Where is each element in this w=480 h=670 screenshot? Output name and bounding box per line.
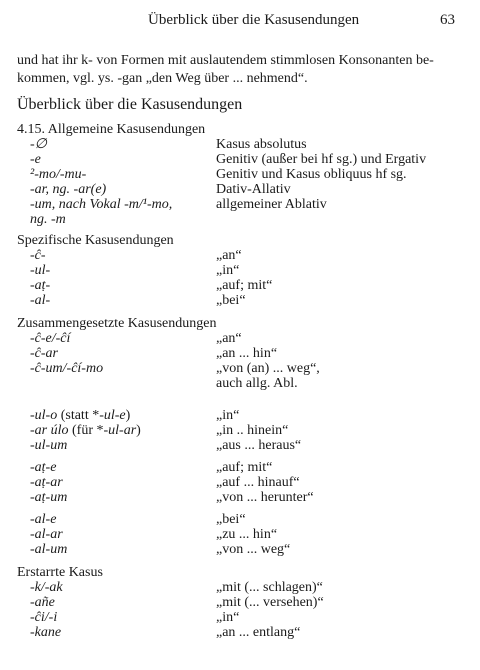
table-row bbox=[17, 476, 467, 491]
table-row bbox=[17, 439, 467, 454]
table-row bbox=[17, 611, 467, 626]
ending-meaning: „auf ... hinauf“ bbox=[216, 475, 300, 490]
ending-meaning: „bei“ bbox=[216, 293, 246, 308]
compound-group bbox=[17, 409, 467, 454]
ending-meaning: „auf; mit“ bbox=[216, 460, 273, 475]
intro-line: und hat ihr k- von Formen mit auslautendem stimmlosen Konsonanten be- bbox=[17, 53, 434, 68]
table-row bbox=[17, 424, 467, 439]
subsection-heading: Spezifische Kasusendungen bbox=[17, 233, 174, 248]
section-title: Überblick über die Kasusendungen bbox=[17, 96, 243, 113]
table-row bbox=[17, 596, 467, 611]
table-row bbox=[17, 347, 467, 362]
ending-meaning: Genitiv (außer bei hf sg.) und Ergativ bbox=[216, 152, 427, 167]
subsection-heading: Erstarrte Kasus bbox=[17, 565, 103, 580]
ending-form: -ul- bbox=[30, 263, 51, 278]
ending-form: -aṭ- bbox=[30, 278, 51, 293]
ending-meaning: „an“ bbox=[216, 331, 242, 346]
compound-endings bbox=[17, 317, 467, 392]
table-row bbox=[17, 198, 467, 213]
ending-meaning: „in .. hinein“ bbox=[216, 423, 289, 438]
table-row bbox=[17, 377, 467, 392]
ending-form: -e bbox=[30, 152, 41, 167]
table-row bbox=[17, 279, 467, 294]
table-row bbox=[17, 362, 467, 377]
ending-meaning: Genitiv und Kasus obliquus hf sg. bbox=[216, 167, 407, 182]
ending-form: -ĉi/-i bbox=[30, 610, 58, 625]
ending-form: -añe bbox=[30, 595, 55, 610]
subsection-heading: Zusammengesetzte Kasusendungen bbox=[17, 316, 217, 331]
table-row bbox=[17, 294, 467, 309]
ending-meaning: „von ... herunter“ bbox=[216, 490, 314, 505]
general-endings bbox=[17, 123, 467, 228]
ending-meaning: „in“ bbox=[216, 263, 240, 278]
table-row bbox=[17, 461, 467, 476]
ending-meaning: „an“ bbox=[216, 248, 242, 263]
table-row bbox=[17, 581, 467, 596]
ending-form: -ul-um bbox=[30, 438, 68, 453]
intro-line: kommen, vgl. ys. -gan „den Weg über ... nehmend“. bbox=[17, 71, 308, 86]
ending-form: -ar, ng. -ar(e) bbox=[30, 182, 107, 197]
table-row bbox=[17, 528, 467, 543]
ending-form: -al-e bbox=[30, 512, 57, 527]
ending-meaning: „von (an) ... weg“, bbox=[216, 361, 320, 376]
ending-form: -ĉ- bbox=[30, 248, 46, 263]
ending-form: -al-um bbox=[30, 542, 68, 557]
ending-meaning: „von ... weg“ bbox=[216, 542, 291, 557]
compound-group bbox=[17, 513, 467, 558]
table-row bbox=[17, 491, 467, 506]
frozen-cases bbox=[17, 566, 467, 641]
ending-form: -∅ bbox=[30, 137, 47, 152]
ending-meaning: „in“ bbox=[216, 610, 240, 625]
running-head-title: Überblick über die Kasusendungen bbox=[148, 12, 360, 28]
ending-meaning: allgemeiner Ablativ bbox=[216, 197, 327, 212]
table-row bbox=[17, 153, 467, 168]
ending-form: -ĉ-e/-ĉí bbox=[30, 331, 71, 346]
table-row bbox=[17, 249, 467, 264]
page-number: 63 bbox=[440, 12, 455, 28]
ending-meaning: „mit (... versehen)“ bbox=[216, 595, 324, 610]
ending-form: -k/-ak bbox=[30, 580, 63, 595]
ending-form: -al- bbox=[30, 293, 51, 308]
table-row bbox=[17, 138, 467, 153]
ending-meaning: „auf; mit“ bbox=[216, 278, 273, 293]
ending-form: -ĉ-ar bbox=[30, 346, 58, 361]
ending-form: -aṭ-e bbox=[30, 460, 57, 475]
ending-form: -kane bbox=[30, 625, 62, 640]
ending-form: -ĉ-um/-ĉí-mo bbox=[30, 361, 104, 376]
ending-form: -aṭ-ar bbox=[30, 475, 63, 490]
ending-meaning: „an ... entlang“ bbox=[216, 625, 301, 640]
ending-form: -al-ar bbox=[30, 527, 63, 542]
ending-meaning: „mit (... schlagen)“ bbox=[216, 580, 323, 595]
ending-form: -aṭ-um bbox=[30, 490, 68, 505]
table-row bbox=[17, 183, 467, 198]
table-row bbox=[17, 409, 467, 424]
subsection-heading: 4.15. Allgemeine Kasusendungen bbox=[17, 122, 206, 137]
ending-form: -um, nach Vokal -m/¹-mo, bbox=[30, 197, 173, 212]
ending-meaning: „bei“ bbox=[216, 512, 246, 527]
table-row bbox=[17, 213, 467, 228]
table-row bbox=[17, 264, 467, 279]
ending-form: -ul-o (statt *-ul-e) bbox=[30, 408, 131, 423]
ending-meaning: Dativ-Allativ bbox=[216, 182, 291, 197]
compound-group bbox=[17, 461, 467, 506]
ending-meaning: „an ... hin“ bbox=[216, 346, 278, 361]
table-row bbox=[17, 626, 467, 641]
table-row bbox=[17, 513, 467, 528]
ending-meaning: „in“ bbox=[216, 408, 240, 423]
ending-meaning: „aus ... heraus“ bbox=[216, 438, 302, 453]
intro-paragraph bbox=[17, 52, 457, 88]
table-row bbox=[17, 543, 467, 558]
ending-form: -ar úlo (für *-ul-ar) bbox=[30, 423, 141, 438]
specific-endings bbox=[17, 234, 467, 309]
table-row bbox=[17, 168, 467, 183]
table-row bbox=[17, 332, 467, 347]
ending-meaning: Kasus absolutus bbox=[216, 137, 307, 152]
ending-form: ²-mo/-mu- bbox=[30, 167, 87, 182]
ending-form: ng. -m bbox=[30, 212, 66, 227]
ending-meaning: „zu ... hin“ bbox=[216, 527, 278, 542]
ending-meaning: auch allg. Abl. bbox=[216, 376, 298, 391]
